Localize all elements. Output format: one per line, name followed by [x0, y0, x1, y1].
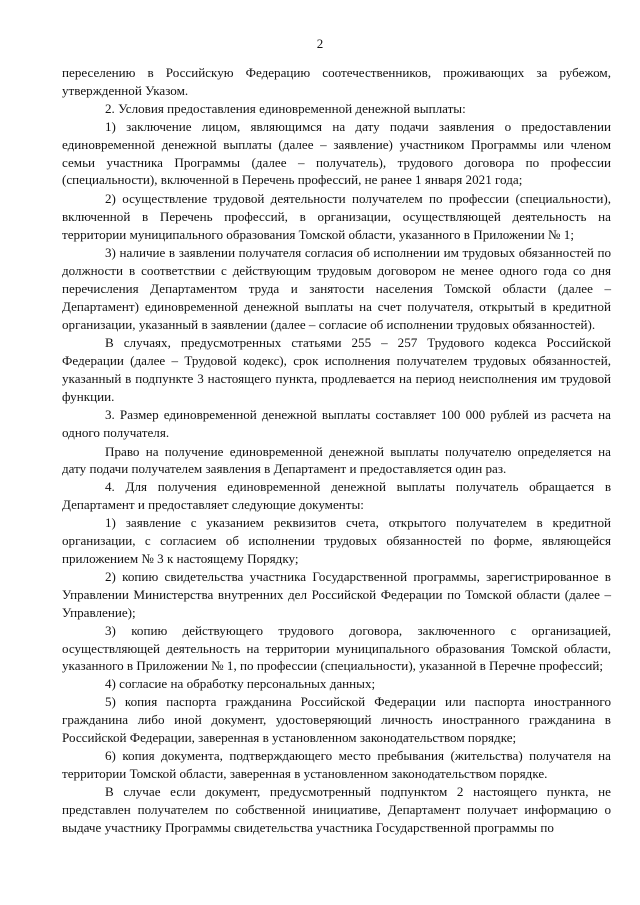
paragraph: 4. Для получения единовременной денежной выплаты получатель обращается в Департамент и предоставляет следующие документы: — [62, 479, 611, 513]
paragraph: В случаях, предусмотренных статьями 255 – 257 Трудового кодекса Российской Федерации (далее – Трудовой кодекс), срок исполнения получателем трудовых обязанностей, указанный в подпункте 3 настоящего пункта, продлевается на период неисполнения им трудовой функции. — [62, 335, 611, 404]
paragraph: 2) осуществление трудовой деятельности получателем по профессии (специальности), включенной в Перечень профессий, в организации, осуществляющей деятельность на территории муниципального образования Томской области, указанного в Приложении № 1; — [62, 190, 611, 242]
paragraph: 2) копию свидетельства участника Государственной программы, зарегистрированное в Управлении Министерства внутренних дел Российской Федерации по Томской области (далее – Управление); — [62, 568, 611, 620]
paragraph: переселению в Российскую Федерацию соотечественников, проживающих за рубежом, утвержденной Указом. — [62, 65, 611, 98]
paragraph: 1) заявление с указанием реквизитов счета, открытого получателем в кредитной организации, с согласием об исполнении трудовых обязанностей по форме, являющейся приложением № 3 к настоящему Порядку; — [62, 515, 611, 566]
page-number: 2 — [316, 36, 324, 51]
paragraph: 5) копия паспорта гражданина Российской Федерации или паспорта иностранного гражданина либо иной документ, удостоверяющий личность иностранного гражданина в Российской Федерации, заверенная в установленном законодательством порядке; — [62, 694, 611, 746]
paragraph: Право на получение единовременной денежной выплаты получателю определяется на дату подачи получателем заявления в Департамент и предоставляется один раз. — [62, 443, 611, 477]
paragraph: В случае если документ, предусмотренный подпунктом 2 настоящего пункта, не представлен получателем по собственной инициативе, Департамент получает информацию о выдаче участнику Программы свидетельства участника Государственной программы по — [62, 783, 611, 835]
paragraph: 3) копию действующего трудового договора, заключенного с организацией, осуществляющей деятельность на территории муниципального образования Томской области, указанного в Приложении № 1, по профессии (специальности), указанной в Перечне профессий; — [62, 622, 611, 674]
paragraph: 3) наличие в заявлении получателя согласия об исполнении им трудовых обязанностей по должности в соответствии с действующим трудовым договором не менее одного года со дня перечисления Департаментом труда и занятости населения Томской области (далее – Департамент) единовременной денежной выплаты на счет получателя, открытый в кредитной организации, указанный в заявлении (далее – согласие об исполнении трудовых обязанностей). — [62, 245, 611, 332]
paragraph: 2. Условия предоставления единовременной денежной выплаты: — [105, 100, 466, 116]
paragraph: 6) копия документа, подтверждающего место пребывания (жительства) получателя на территории Томской области, заверенная в установленном законодательством порядке. — [62, 747, 611, 781]
paragraph: 1) заключение лицом, являющимся на дату подачи заявления о предоставлении единовременной денежной выплаты (далее – заявление) участником Программы или членом семьи участника Программы (далее – получатель), трудового договора по профессии (специальности), включенной в Перечень профессий, не ранее 1 января 2021 года; — [62, 118, 611, 188]
paragraph: 3. Размер единовременной денежной выплаты составляет 100 000 рублей из расчета на одного получателя. — [62, 407, 611, 441]
paragraph: 4) согласие на обработку персональных данных; — [105, 676, 376, 692]
document-body — [62, 64, 611, 836]
